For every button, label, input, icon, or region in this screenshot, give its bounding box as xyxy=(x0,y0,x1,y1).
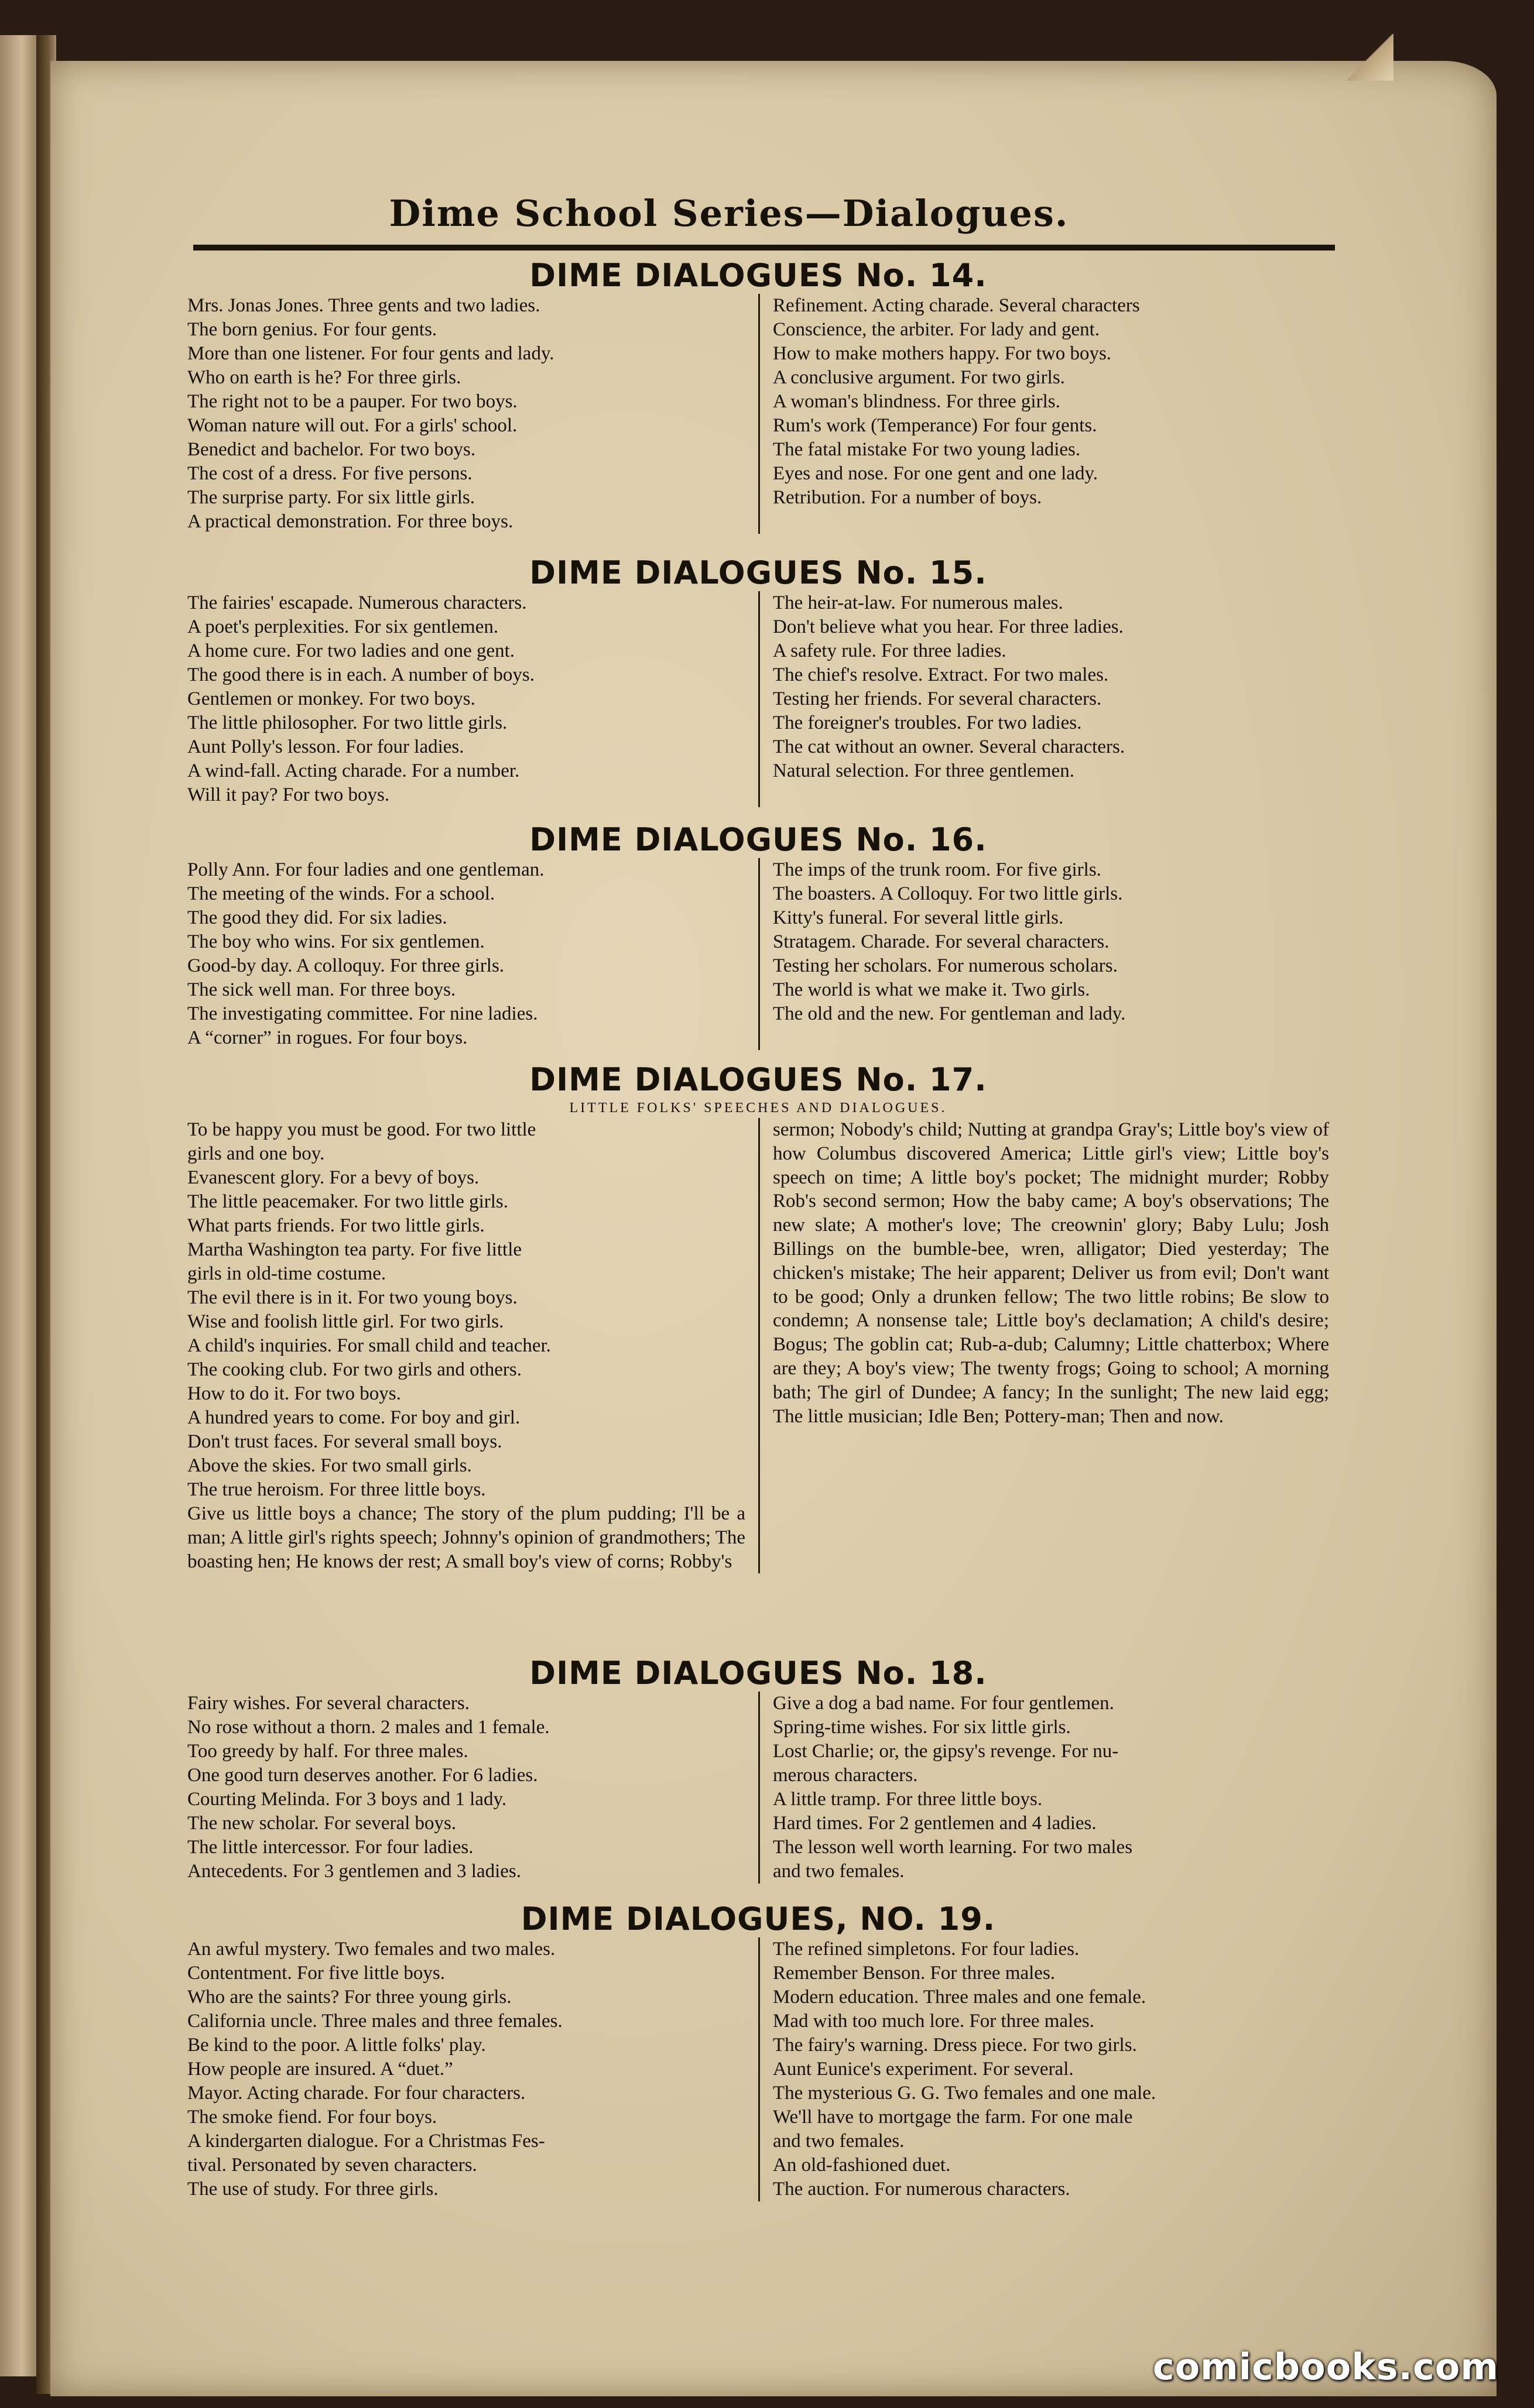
dialogue-entry: and two females. xyxy=(773,2131,905,2152)
left-column xyxy=(187,1692,758,1884)
speech-list-paragraph: Give us little boys a chance; The story of the plum pudding; I'll be a man; A little girl's rights speech; Johnny's opinion of grandmothers; The boasting hen; He knows der rest; A small boy's view of corns; Robby's xyxy=(187,1503,745,1572)
site-watermark: comicbooks.com xyxy=(1152,2345,1499,2388)
left-column xyxy=(187,294,758,534)
dialogue-entry: The little intercessor. For four ladies. xyxy=(187,1837,474,1858)
dialogue-entry: More than one listener. For four gents and lady. xyxy=(187,343,554,364)
section-columns xyxy=(187,1692,1329,1884)
dialogue-entry: A child's inquiries. For small child and teacher. xyxy=(187,1335,551,1356)
dialogue-entry: A “corner” in rogues. For four boys. xyxy=(187,1027,468,1048)
dialogue-entry: The fatal mistake For two young ladies. xyxy=(773,439,1081,460)
dialogue-entry: merous characters. xyxy=(773,1765,918,1786)
dialogue-entry: Mrs. Jonas Jones. Three gents and two ladies. xyxy=(187,295,540,316)
dialogue-entry: Hard times. For 2 gentlemen and 4 ladies. xyxy=(773,1813,1097,1834)
right-column xyxy=(758,294,1329,534)
dialogue-entry: The auction. For numerous characters. xyxy=(773,2179,1070,2200)
section-title: DIME DIALOGUES No. 14. xyxy=(529,257,987,294)
dialogue-entry: A home cure. For two ladies and one gent. xyxy=(187,640,515,661)
dialogue-entry: Don't trust faces. For several small boys. xyxy=(187,1431,502,1452)
dialogue-entry: Give a dog a bad name. For four gentlemen. xyxy=(773,1693,1114,1714)
dialogue-entry: The use of study. For three girls. xyxy=(187,2179,439,2200)
dialogue-entry: Good-by day. A colloquy. For three girls. xyxy=(187,955,505,976)
dialogue-entry: An old-fashioned duet. xyxy=(773,2155,951,2176)
dialogue-entry: Lost Charlie; or, the gipsy's revenge. For nu- xyxy=(773,1741,1119,1762)
dialogue-entry: Benedict and bachelor. For two boys. xyxy=(187,439,476,460)
dialogue-entry: A poet's perplexities. For six gentlemen. xyxy=(187,616,499,637)
dialogue-entry: The true heroism. For three little boys. xyxy=(187,1479,486,1500)
dialogue-entry: A practical demonstration. For three boys. xyxy=(187,511,513,532)
dialogue-entry: The refined simpletons. For four ladies. xyxy=(773,1939,1080,1960)
dialogue-entry: The good they did. For six ladies. xyxy=(187,907,447,928)
dialogue-entry: A little tramp. For three little boys. xyxy=(773,1789,1043,1810)
dialogue-entry: The little peacemaker. For two little girls. xyxy=(187,1191,509,1212)
dialogue-entry: Be kind to the poor. A little folks' play. xyxy=(187,2035,486,2056)
page-corner xyxy=(1347,34,1393,81)
dialogue-entry: To be happy you must be good. For two little xyxy=(187,1119,536,1140)
dialogue-entry: California uncle. Three males and three females. xyxy=(187,2011,563,2032)
section-columns xyxy=(187,1937,1329,2201)
dialogue-entry: How to make mothers happy. For two boys. xyxy=(773,343,1112,364)
left-column xyxy=(187,858,758,1050)
dialogue-entry: Conscience, the arbiter. For lady and gent. xyxy=(773,319,1100,340)
dialogue-entry: Stratagem. Charade. For several characters. xyxy=(773,931,1110,952)
dialogue-entry: A woman's blindness. For three girls. xyxy=(773,391,1060,412)
section-no-19 xyxy=(187,1901,1329,2201)
dialogue-entry: A wind-fall. Acting charade. For a number. xyxy=(187,760,520,781)
page-header: Dime School Series—Dialogues. xyxy=(389,192,1069,235)
dialogue-entry: Will it pay? For two boys. xyxy=(187,784,390,805)
speech-list-paragraph-continued: sermon; Nobody's child; Nutting at grandpa Gray's; Little boy's view of how Columbus discovered America; Little girl's view; Little boy's speech on time; A little boy's pocket; The midnight murder; Robby Rob's second sermon; How the baby came; A boy's observations; The new slate; A mother's love; The creownin' glory; Baby Lulu; Josh Billings on the bumble-bee, wren, alligator; Died yesterday; The chicken's mistake; The heir apparent; Deliver us from evil; Don't want to be good; Only a drunken fellow; The two little robins; Be slow to condemn; A nonsense tale; Little boy's declamation; A child's desire; Bogus; The goblin cat; Rub-a-dub; Calumny; Little chatterbox; Where are they; A boy's view; The twenty frogs; Going to school; A morning bath; The girl of Dundee; A fancy; In the sunlight; The new laid egg; The little musician; Idle Ben; Pottery-man; Then and now. xyxy=(773,1119,1329,1427)
dialogue-entry: How people are insured. A “duet.” xyxy=(187,2059,453,2080)
dialogue-entry: Remember Benson. For three males. xyxy=(773,1963,1056,1984)
dialogue-entry: Don't believe what you hear. For three ladies. xyxy=(773,616,1124,637)
dialogue-entry: The boasters. A Colloquy. For two little girls. xyxy=(773,883,1123,904)
section-columns xyxy=(187,294,1329,534)
dialogue-entry: Aunt Polly's lesson. For four ladies. xyxy=(187,736,464,757)
dialogue-entry: Fairy wishes. For several characters. xyxy=(187,1693,470,1714)
dialogue-entry: Testing her scholars. For numerous scholars. xyxy=(773,955,1118,976)
dialogue-entry: The boy who wins. For six gentlemen. xyxy=(187,931,485,952)
dialogue-entry: An awful mystery. Two females and two males. xyxy=(187,1939,556,1960)
dialogue-entry: No rose without a thorn. 2 males and 1 female. xyxy=(187,1717,550,1738)
dialogue-entry: The cost of a dress. For five persons. xyxy=(187,463,472,484)
dialogue-entry: Rum's work (Temperance) For four gents. xyxy=(773,415,1097,436)
left-page-edge xyxy=(0,35,40,2376)
section-no-17 xyxy=(187,1062,1329,1573)
dialogue-entry: The fairy's warning. Dress piece. For two girls. xyxy=(773,2035,1137,2056)
dialogue-entry: Refinement. Acting charade. Several characters xyxy=(773,295,1140,316)
dialogue-entry: The old and the new. For gentleman and lady. xyxy=(773,1003,1126,1024)
dialogue-entry: One good turn deserves another. For 6 ladies. xyxy=(187,1765,538,1786)
dialogue-entry: Too greedy by half. For three males. xyxy=(187,1741,468,1762)
section-no-15 xyxy=(187,555,1329,807)
dialogue-entry: The surprise party. For six little girls. xyxy=(187,487,475,508)
dialogue-entry: Mad with too much lore. For three males. xyxy=(773,2011,1094,2032)
dialogue-entry: Polly Ann. For four ladies and one gentleman. xyxy=(187,859,545,880)
dialogue-entry: Eyes and nose. For one gent and one lady. xyxy=(773,463,1098,484)
dialogue-entry: Courting Melinda. For 3 boys and 1 lady. xyxy=(187,1789,507,1810)
dialogue-entry: girls in old-time costume. xyxy=(187,1263,386,1284)
dialogue-entry: The chief's resolve. Extract. For two males. xyxy=(773,664,1109,685)
section-columns xyxy=(187,858,1329,1050)
dialogue-entry: The cooking club. For two girls and others. xyxy=(187,1359,522,1380)
dialogue-entry: A kindergarten dialogue. For a Christmas Fes- xyxy=(187,2131,545,2152)
section-no-18 xyxy=(187,1655,1329,1884)
dialogue-entry: Contentment. For five little boys. xyxy=(187,1963,445,1984)
section-title: DIME DIALOGUES, NO. 19. xyxy=(521,1901,996,1937)
section-title: DIME DIALOGUES No. 18. xyxy=(529,1655,987,1692)
section-title: DIME DIALOGUES No. 15. xyxy=(529,554,987,591)
section-columns xyxy=(187,591,1329,807)
section-title: DIME DIALOGUES No. 16. xyxy=(529,821,987,858)
dialogue-entry: How to do it. For two boys. xyxy=(187,1383,401,1404)
dialogue-entry: The lesson well worth learning. For two males xyxy=(773,1837,1133,1858)
dialogue-entry: Who are the saints? For three young girls. xyxy=(187,1987,512,2008)
dialogue-entry: Retribution. For a number of boys. xyxy=(773,487,1042,508)
dialogue-entry: The heir-at-law. For numerous males. xyxy=(773,592,1063,613)
dialogue-entry: The foreigner's troubles. For two ladies. xyxy=(773,712,1082,733)
left-column xyxy=(187,1118,758,1573)
dialogue-entry: Woman nature will out. For a girls' school. xyxy=(187,415,518,436)
section-no-16 xyxy=(187,822,1329,1050)
dialogue-entry: The imps of the trunk room. For five girls. xyxy=(773,859,1101,880)
dialogue-entry: We'll have to mortgage the farm. For one male xyxy=(773,2107,1133,2128)
dialogue-entry: A safety rule. For three ladies. xyxy=(773,640,1006,661)
dialogue-entry: The investigating committee. For nine ladies. xyxy=(187,1003,538,1024)
dialogue-entry: The new scholar. For several boys. xyxy=(187,1813,457,1834)
header-rule xyxy=(193,245,1335,251)
dialogue-entry: Spring-time wishes. For six little girls. xyxy=(773,1717,1071,1738)
dialogue-entry: Gentlemen or monkey. For two boys. xyxy=(187,688,475,709)
dialogue-entry: The little philosopher. For two little girls. xyxy=(187,712,508,733)
right-column xyxy=(758,1118,1329,1573)
dialogue-entry: Aunt Eunice's experiment. For several. xyxy=(773,2059,1074,2080)
dialogue-entry: What parts friends. For two little girls. xyxy=(187,1215,485,1236)
dialogue-entry: The good there is in each. A number of boys. xyxy=(187,664,535,685)
dialogue-entry: Evanescent glory. For a bevy of boys. xyxy=(187,1167,480,1188)
section-title: DIME DIALOGUES No. 17. xyxy=(529,1061,987,1098)
left-column xyxy=(187,1937,758,2201)
dialogue-entry: Martha Washington tea party. For five little xyxy=(187,1239,522,1260)
dialogue-entry: A hundred years to come. For boy and girl. xyxy=(187,1407,521,1428)
dialogue-entry: Testing her friends. For several characters. xyxy=(773,688,1102,709)
dialogue-entry: A conclusive argument. For two girls. xyxy=(773,367,1065,388)
dialogue-entry: The fairies' escapade. Numerous characters. xyxy=(187,592,527,613)
dialogue-entry: The right not to be a pauper. For two boys. xyxy=(187,391,518,412)
dialogue-entry: Mayor. Acting charade. For four characters. xyxy=(187,2083,526,2104)
dialogue-entry: The meeting of the winds. For a school. xyxy=(187,883,495,904)
right-column xyxy=(758,591,1329,807)
entry-list xyxy=(187,1118,745,1502)
left-column xyxy=(187,591,758,807)
section-subtitle: LITTLE FOLKS' SPEECHES AND DIALOGUES. xyxy=(569,1100,947,1116)
right-column xyxy=(758,858,1329,1050)
dialogue-entry: Wise and foolish little girl. For two girls. xyxy=(187,1311,504,1332)
dialogue-entry: Above the skies. For two small girls. xyxy=(187,1455,472,1476)
section-no-14 xyxy=(187,258,1329,534)
dialogue-entry: The mysterious G. G. Two females and one male. xyxy=(773,2083,1156,2104)
dialogue-entry: The world is what we make it. Two girls. xyxy=(773,979,1090,1000)
dialogue-entry: Antecedents. For 3 gentlemen and 3 ladies. xyxy=(187,1861,522,1882)
right-column xyxy=(758,1937,1329,2201)
dialogue-entry: Kitty's funeral. For several little girls. xyxy=(773,907,1064,928)
dialogue-entry: Natural selection. For three gentlemen. xyxy=(773,760,1074,781)
dialogue-entry: Who on earth is he? For three girls. xyxy=(187,367,461,388)
dialogue-entry: The cat without an owner. Several characters. xyxy=(773,736,1125,757)
dialogue-entry: The smoke fiend. For four boys. xyxy=(187,2107,437,2128)
dialogue-entry: Modern education. Three males and one female. xyxy=(773,1987,1146,2008)
dialogue-entry: The sick well man. For three boys. xyxy=(187,979,456,1000)
right-column xyxy=(758,1692,1329,1884)
dialogue-entry: and two females. xyxy=(773,1861,905,1882)
dialogue-entry: The born genius. For four gents. xyxy=(187,319,437,340)
section-columns xyxy=(187,1118,1329,1573)
dialogue-entry: tival. Personated by seven characters. xyxy=(187,2155,477,2176)
dialogue-entry: The evil there is in it. For two young boys. xyxy=(187,1287,518,1308)
dialogue-entry: girls and one boy. xyxy=(187,1143,325,1164)
